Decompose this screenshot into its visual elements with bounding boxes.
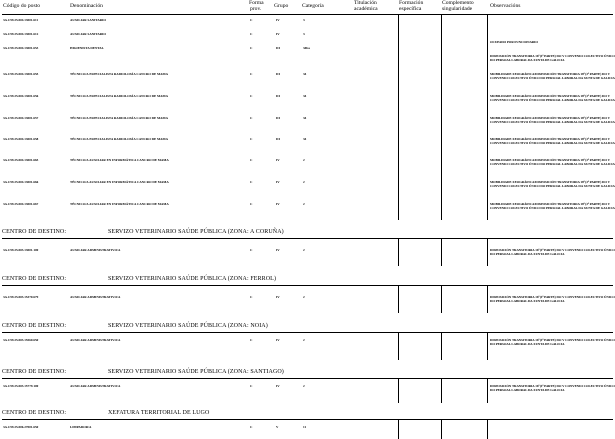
row-category: 34 xyxy=(303,94,307,98)
row-form: C xyxy=(250,116,253,120)
center-rule xyxy=(2,419,613,420)
center-name: XEFATURA TERRITORIAL DE LUGO xyxy=(108,410,210,416)
column-rule xyxy=(398,239,399,266)
column-rule xyxy=(441,333,442,360)
row-code: 3A.C99.25.004.13001.653 xyxy=(3,46,39,50)
row-notes: DISPOSICIÓN TRANSITORIA 16ª (Iª PARTE) DO V CONVENIO COLECTIVO ÚNICO DO PERSOAL LABORAL DA XUNTA DE GALICIA xyxy=(490,338,615,347)
row-group: IV xyxy=(276,32,280,36)
row-group: IV xyxy=(276,248,280,252)
destination-center-heading xyxy=(2,229,613,247)
header-form-line2: prov. xyxy=(250,6,262,12)
destination-center-heading xyxy=(2,276,613,294)
row-code: 3A.C99.25.004.13001.666 xyxy=(3,180,39,184)
row-category: 2 xyxy=(303,202,305,206)
row-notes: MOBILIDADE XEOGRÁFICA/DISPOSICIÓN TRANSITORIA 18ª (2ª PARTE) DO V CONVENIO COLECTIVO ÚNICO DO PERSOAL LABORAL DA XUNTA DE GALICIA xyxy=(490,116,615,125)
row-name: AUXILIAR ADMINISTRATIVO/A xyxy=(70,338,121,342)
center-label: CENTRO DE DESTINO: xyxy=(2,323,67,329)
row-notes: MOBILIDADE XEOGRÁFICA/DISPOSICIÓN TRANSITORIA 18ª (2ª PARTE) DO V CONVENIO COLECTIVO ÚNICO DO PERSOAL LABORAL DA XUNTA DE GALICIA xyxy=(490,158,615,167)
row-form: C xyxy=(250,202,253,206)
row-group: IV xyxy=(276,202,280,206)
row-code: 3A.C99.25.004.13001.665 xyxy=(3,158,39,162)
row-code: 3A.C99.25.004.13001.667 xyxy=(3,202,39,206)
center-rule xyxy=(2,378,613,379)
row-notes: MOBILIDADE XEOGRÁFICA/DISPOSICIÓN TRANSITORIA 18ª (2ª PARTE) DO V CONVENIO COLECTIVO ÚNICO DO PERSOAL LABORAL DA XUNTA DE GALICIA xyxy=(490,137,615,146)
row-form: C xyxy=(250,338,253,342)
header-degree-line2: académica xyxy=(354,6,378,12)
destination-center-heading xyxy=(2,410,613,428)
row-group: III xyxy=(276,46,280,50)
row-form: C xyxy=(250,72,253,76)
column-rule xyxy=(398,15,399,220)
column-rule xyxy=(398,286,399,313)
row-group: IV xyxy=(276,384,280,388)
column-rule xyxy=(398,420,399,439)
center-name: SERVIZO VETERINARIO SAÚDE PÚBLICA (ZONA: NOIA) xyxy=(108,323,268,329)
row-name: TÉCNICO/A ESPECIALISTA RADIOLOXÍA CANCRO DE MAMA xyxy=(70,94,169,98)
column-rule xyxy=(441,239,442,266)
column-rule xyxy=(487,239,488,266)
row-category: 11 xyxy=(303,425,307,429)
row-name: AUXILIAR ADMINISTRATIVO/A xyxy=(70,248,121,252)
row-notes: MOBILIDADE XEOGRÁFICA/DISPOSICIÓN TRANSITORIA 18ª (2ª PARTE) DO V CONVENIO COLECTIVO ÚNICO DO PERSOAL LABORAL DA XUNTA DE GALICIA xyxy=(490,202,615,211)
row-name: TÉCNICO/A ESPECIALISTA RADIOLOXÍA CANCRO DE MAMA xyxy=(70,137,169,141)
center-name: SERVIZO VETERINARIO SAÚDE PÚBLICA (ZONA: FERROL) xyxy=(108,276,277,282)
row-notes: MOBILIDADE XEOGRÁFICA/DISPOSICIÓN TRANSITORIA 18ª (2ª PARTE) DO V CONVENIO COLECTIVO ÚNICO DO PERSOAL LABORAL DA XUNTA DE GALICIA xyxy=(490,72,615,81)
row-notes: MOBILIDADE XEOGRÁFICA/DISPOSICIÓN TRANSITORIA 18ª (2ª PARTE) DO V CONVENIO COLECTIVO ÚNICO DO PERSOAL LABORAL DA XUNTA DE GALICIA xyxy=(490,180,615,189)
center-label: CENTRO DE DESTINO: xyxy=(2,410,67,416)
row-category: 2 xyxy=(303,295,305,299)
column-rule xyxy=(398,333,399,360)
header-complement-line2: singularidade xyxy=(442,6,473,12)
row-name: AUXILIAR SANITARIO xyxy=(70,18,106,22)
row-code: 3A.C99.25.004.13001.658 xyxy=(3,137,39,141)
row-form: C xyxy=(250,248,253,252)
row-form: C xyxy=(250,18,253,22)
row-form: C xyxy=(250,32,253,36)
row-name: TÉCNICO/A ESPECIALISTA RADIOLOXÍA CANCRO DE MAMA xyxy=(70,116,169,120)
column-rule xyxy=(487,379,488,403)
row-group: V xyxy=(276,425,279,429)
row-form: C xyxy=(250,46,253,50)
center-label: CENTRO DE DESTINO: xyxy=(2,229,67,235)
row-group: III xyxy=(276,137,280,141)
header-training-line1: Formación xyxy=(399,0,424,6)
center-name: SERVIZO VETERINARIO SAÚDE PÚBLICA (ZONA: A CORUÑA) xyxy=(108,229,284,235)
row-category: 34 xyxy=(303,116,307,120)
row-form: C xyxy=(250,384,253,388)
row-category: 2 xyxy=(303,338,305,342)
row-notes: DISPOSICIÓN TRANSITORIA 16ª (Iª PARTE) DO V CONVENIO COLECTIVO ÚNICO DO PERSOAL LABORAL DA XUNTA DE GALICIA xyxy=(490,54,615,63)
row-code: 3A.C99.25.003.13001.100 xyxy=(3,248,39,252)
column-rule xyxy=(487,15,488,220)
row-code: 3A.C99.25.006.27001.650 xyxy=(3,425,39,429)
row-form: C xyxy=(250,158,253,162)
row-code: 3A.C99.25.004.13001.612 xyxy=(3,32,39,36)
row-category: 2 xyxy=(303,384,305,388)
header-name: Denominación xyxy=(70,3,103,9)
row-category: 34ba xyxy=(303,46,310,50)
row-form: C xyxy=(250,180,253,184)
row-form: C xyxy=(250,295,253,299)
row-name: HIGIENISTA DENTAL xyxy=(70,46,104,50)
row-group: III xyxy=(276,116,280,120)
row-code: 3A.C99.25.003.15779.100 xyxy=(3,384,39,388)
row-notes: DISPOSICIÓN TRANSITORIA 16ª (Iª PARTE) DO V CONVENIO COLECTIVO ÚNICO DO PERSOAL LABORAL DA XUNTA DE GALICIA xyxy=(490,295,615,304)
row-code: 3A.C99.25.004.13001.655 xyxy=(3,72,39,76)
column-rule xyxy=(441,379,442,403)
row-category: 34 xyxy=(303,72,307,76)
column-rule xyxy=(398,379,399,403)
row-group: III xyxy=(276,94,280,98)
row-form: C xyxy=(250,137,253,141)
row-notes: OCUPADO POR FUNCIONARIO xyxy=(490,40,538,44)
row-group: IV xyxy=(276,295,280,299)
row-name: TÉCNICO/A AUXILIAR EN INFORMÁTICA CANCRO DE MAMA xyxy=(70,158,169,162)
row-name: AUXILIAR ADMINISTRATIVO/A xyxy=(70,384,121,388)
row-name: AUXILIAR ADMINISTRATIVO/A xyxy=(70,295,121,299)
row-category: 3 xyxy=(303,18,305,22)
row-code: 3A.C99.25.004.13001.611 xyxy=(3,18,39,22)
row-category: 34 xyxy=(303,137,307,141)
row-name: TÉCNICO/A AUXILIAR EN INFORMÁTICA CANCRO DE MAMA xyxy=(70,202,169,206)
center-rule xyxy=(2,238,613,239)
center-rule xyxy=(2,285,613,286)
row-form: C xyxy=(250,94,253,98)
row-notes: MOBILIDADE XEOGRÁFICA/DISPOSICIÓN TRANSITORIA 18ª (2ª PARTE) DO V CONVENIO COLECTIVO ÚNICO DO PERSOAL LABORAL DA XUNTA DE GALICIA xyxy=(490,94,615,103)
row-group: III xyxy=(276,72,280,76)
row-notes: DISPOSICIÓN TRANSITORIA 16ª (Iª PARTE) DO V CONVENIO COLECTIVO ÚNICO DO PERSOAL LABORAL DA XUNTA DE GALICIA xyxy=(490,384,615,393)
row-group: IV xyxy=(276,338,280,342)
header-category: Categoría xyxy=(302,3,324,9)
row-category: 2 xyxy=(303,180,305,184)
row-category: 2 xyxy=(303,158,305,162)
row-group: IV xyxy=(276,18,280,22)
header-training-line2: específica xyxy=(399,6,422,12)
row-category: 3 xyxy=(303,32,305,36)
center-label: CENTRO DE DESTINO: xyxy=(2,276,67,282)
row-code: 3A.C99.25.004.13001.657 xyxy=(3,116,39,120)
center-rule xyxy=(2,332,613,333)
column-rule xyxy=(441,15,442,220)
header-group: Grupo xyxy=(274,3,289,9)
header-complement-line1: Complemento xyxy=(442,0,474,6)
center-label: CENTRO DE DESTINO: xyxy=(2,369,67,375)
row-category: 2 xyxy=(303,248,305,252)
row-code: 3A.C99.25.003.15370.679 xyxy=(3,295,39,299)
column-rule xyxy=(441,286,442,313)
column-rule xyxy=(487,420,488,439)
row-name: LIMPADOR/A xyxy=(70,425,92,429)
row-notes: DISPOSICIÓN TRANSITORIA 16ª (Iª PARTE) DO V CONVENIO COLECTIVO ÚNICO DO PERSOAL LABORAL DA XUNTA DE GALICIA xyxy=(490,248,615,257)
row-code: 3A.C99.25.003.15560.650 xyxy=(3,338,39,342)
column-rule xyxy=(487,286,488,313)
header-code: Código do posto xyxy=(3,3,40,9)
column-rule xyxy=(487,333,488,360)
row-name: TÉCNICO/A AUXILIAR EN INFORMÁTICA CANCRO DE MAMA xyxy=(70,180,169,184)
row-form: C xyxy=(250,425,253,429)
row-group: IV xyxy=(276,158,280,162)
header-rule xyxy=(2,14,613,15)
header-degree-line1: Titulación xyxy=(354,0,377,6)
header-form-line1: Forma xyxy=(249,0,264,6)
column-rule xyxy=(441,420,442,439)
row-code: 3A.C99.25.004.13001.656 xyxy=(3,94,39,98)
center-name: SERVIZO VETERINARIO SAÚDE PÚBLICA (ZONA: SANTIAGO) xyxy=(108,369,284,375)
header-notes: Observacións xyxy=(490,3,521,9)
row-name: TÉCNICO/A ESPECIALISTA RADIOLOXÍA CANCRO DE MAMA xyxy=(70,72,169,76)
row-name: AUXILIAR SANITARIO xyxy=(70,32,106,36)
row-group: IV xyxy=(276,180,280,184)
